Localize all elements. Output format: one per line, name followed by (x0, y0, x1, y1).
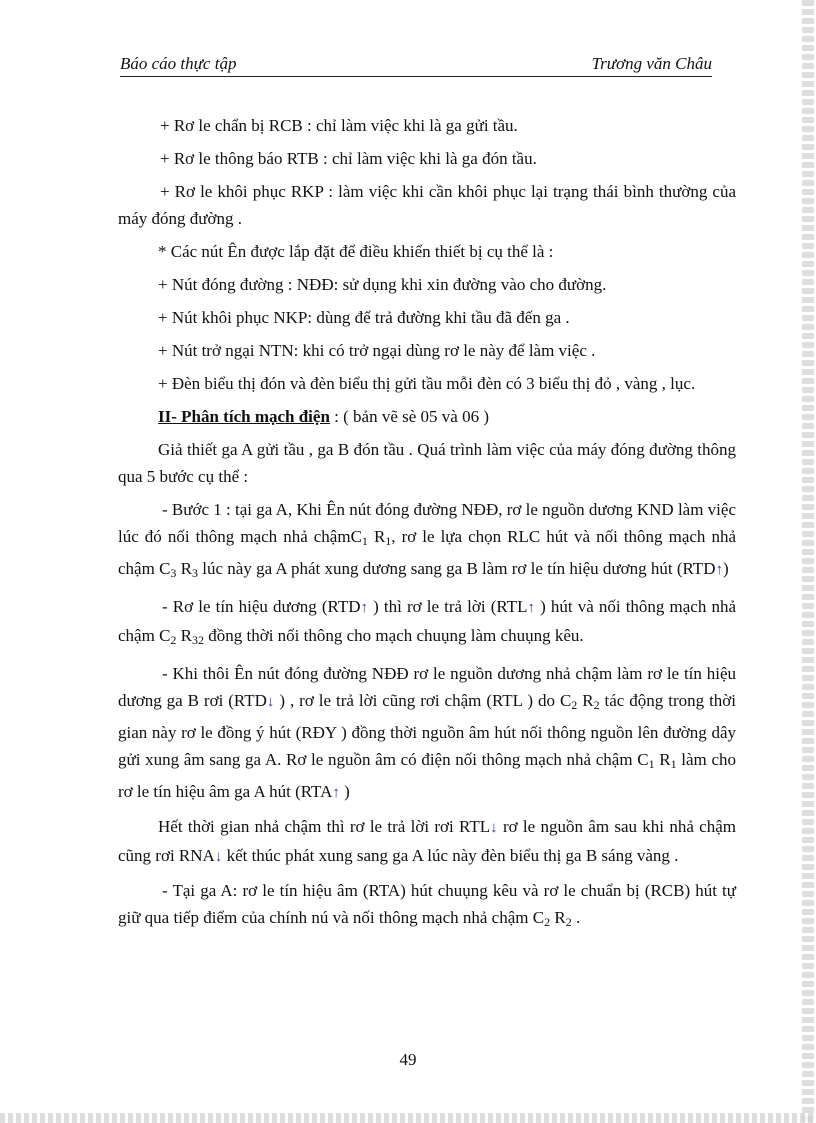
text-run: ) , rơ le trả lời cũng rơi chậm (RTL ) do C (274, 691, 572, 710)
text-run: kết thúc phát xung sang ga A lúc này đèn biểu thị ga B sáng vàng . (222, 846, 679, 865)
arrow-down-icon: ↓ (490, 820, 498, 836)
decorative-border-bottom (0, 1113, 816, 1123)
text-run: , rơ le lựa chọn RLC hút và nối thông mạch nhả chậm C (118, 527, 736, 578)
text-run: ) (722, 559, 729, 578)
arrow-down-icon: ↓ (266, 694, 275, 710)
text-run: - Rơ le tín hiệu dương (RTD (162, 597, 361, 616)
subscript: 1 (648, 757, 655, 771)
paragraph-step-1c (118, 660, 736, 807)
text-run: đồng thời nối thông cho mạch chuụng làm chuụng kêu. (204, 626, 584, 645)
text-run: tác động trong thời gian này rơ le đồng ý hút (RĐY ) đồng thời nguồn âm hút nối thông nguồn lên đường dây gửi xung âm sang ga A. Rơ le nguồn âm có điện nối thông mạch nhả chậm C (118, 691, 737, 769)
section-heading (118, 403, 736, 430)
paragraph-relay-rcb: + Rơ le chẩn bị RCB : chỉ làm việc khi là ga gửi tầu. (160, 116, 518, 135)
paragraph-button-nkp: + Nút khôi phục NKP: dùng để trả đường khi tầu đã đến ga . (158, 308, 570, 327)
paragraph-relay-rtb: + Rơ le thông báo RTB : chỉ làm việc khi là ga đón tầu. (160, 149, 537, 168)
text-run: R (176, 559, 192, 578)
text-run: . (571, 908, 581, 927)
paragraph-station-a (118, 877, 736, 936)
paragraph-release (118, 813, 736, 871)
text-run: lúc này ga A phát xung dương sang ga B làm rơ le tín hiệu dương hút (RTD (198, 559, 716, 578)
arrow-up-icon: ↑ (332, 785, 340, 801)
text-run: R (367, 527, 386, 546)
text-run: - Bước 1 : tại ga A, Khi Ên nút đóng đường NĐĐ, rơ le nguồn dương KND làm việc lúc đó nối thông mạch nhả chậmC (118, 500, 736, 546)
text-run: - Tại ga A: rơ le tín hiệu âm (RTA) hút chuụng kêu và rơ le chuẩn bị (RCB) hút tự giữ qua tiếp điểm của chính nú và nối thông mạch nhả chậm C (118, 881, 736, 927)
paragraph-relay-rkp: + Rơ le khôi phục RKP : làm việc khi cần khôi phục lại trạng thái bình thường của máy đóng đường . (118, 182, 736, 228)
subscript: 2 (565, 915, 572, 929)
header-author: Trương văn Châu (591, 54, 712, 73)
header-report-title: Báo cáo thực tập (120, 54, 237, 73)
subscript: 3 (170, 566, 177, 580)
text-run: R (550, 908, 566, 927)
text-run: R (176, 626, 192, 645)
subscript: 2 (571, 698, 578, 712)
text-run: Hết thời gian nhả chậm thì rơ le trả lời rơi RTL (158, 817, 491, 836)
page-number: 49 (399, 1050, 417, 1069)
section-heading-title: II- Phân tích mạch điện (158, 407, 330, 426)
text-run: ) (339, 782, 350, 801)
subscript: 2 (170, 633, 177, 647)
text-run: ) hút và nối thông mạch nhả chậm C (118, 597, 737, 645)
subscript: 1 (385, 534, 392, 548)
section-heading-note: : ( bản vẽ sè 05 và 06 ) (329, 407, 490, 426)
text-run: R (654, 750, 671, 769)
paragraph-step-1b (118, 593, 736, 654)
text-run: ) thì rơ le trả lời (RTL (368, 597, 528, 616)
decorative-border-right (802, 0, 814, 1123)
paragraph-indicator-lamps: + Đèn biểu thị đón và đèn biểu thị gửi tầu mỗi đèn có 3 biểu thị đỏ , vàng , lục. (158, 374, 696, 393)
arrow-up-icon: ↑ (715, 562, 723, 578)
subscript: 1 (361, 534, 368, 548)
subscript: 32 (192, 633, 204, 647)
text-run: - Khi thôi Ên nút đóng đường NĐĐ rơ le nguồn dương nhả chậm làm rơ le tín hiệu dương ga B rơi (RTD (118, 664, 736, 710)
subscript: 3 (192, 566, 198, 580)
text-run: R (577, 691, 594, 710)
paragraph-step-1 (118, 496, 736, 587)
document-body (118, 112, 736, 942)
paragraph-assumption: Giả thiết ga A gửi tầu , ga B đón tầu . Quá trình làm việc của máy đóng đường thông qua 5 bước cụ thể : (118, 440, 736, 486)
arrow-up-icon: ↑ (527, 600, 535, 616)
page-header (120, 52, 712, 77)
text-run: rơ le nguồn âm sau khi nhả chậm cũng rơi RNA (118, 817, 736, 865)
arrow-up-icon: ↑ (360, 600, 369, 616)
paragraph-buttons-intro: * Các nút Ên được lắp đặt để điều khiển thiết bị cụ thể là : (158, 242, 554, 261)
subscript: 1 (670, 757, 677, 771)
arrow-down-icon: ↓ (214, 849, 223, 865)
subscript: 2 (544, 915, 551, 929)
text-run: làm cho rơ le tín hiệu âm ga A hút (RTA (118, 750, 736, 801)
paragraph-button-ntn: + Nút trở ngại NTN: khi có trở ngại dùng rơ le này để làm việc . (158, 341, 596, 360)
subscript: 2 (593, 698, 600, 712)
paragraph-button-ndd: + Nút đóng đường : NĐĐ: sử dụng khi xin đường vào cho đường. (158, 275, 607, 294)
